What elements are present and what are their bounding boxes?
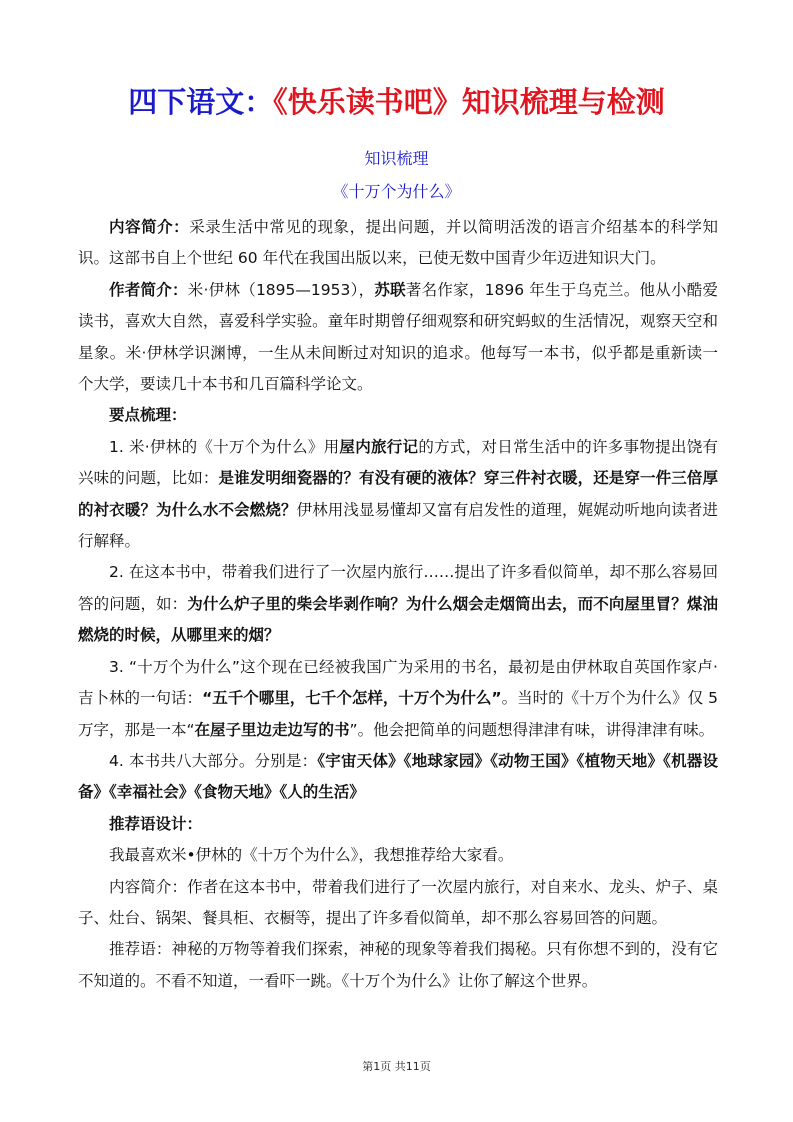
section-heading: 知识梳理	[364, 149, 429, 168]
point-1	[78, 432, 718, 558]
document-body	[78, 212, 718, 997]
point-1-bold-b: 屋内旅行记	[339, 437, 419, 456]
recommend-line-1: 我最喜欢米•伊林的《十万个为什么》，我想推荐给大家看。	[109, 846, 514, 865]
author-text-2: 著名作家，1896 年生于乌克兰。他从小酷爱读书，喜欢大自然，喜爱科学实验。童年时期曾仔细观察和研究蚂蚁的生活情况，观察天空和星象。米·伊林学识渊博，一生从未间断过对知识的追求。他每写一本书，似乎都是重新读一个大学，要读几十本书和几百篇科学论文。	[78, 280, 718, 394]
point-4-text-a: 4. 本书共八大部分。分别是：	[109, 751, 318, 770]
point-3-bold-d: 在屋子里边走边写的书	[194, 720, 350, 739]
recommend-line-2: 内容简介：作者在这本书中，带着我们进行了一次屋内旅行，对自来水、龙头、炉子、桌子、灶台、锅架、餐具柜、衣橱等，提出了许多看似简单，却不那么容易回答的问题。	[78, 877, 718, 927]
point-1-text-e: 伊林用浅显易懂却又富有启发性的道理，娓娓动听地向读者进行解释。	[78, 500, 718, 551]
point-3-text-e: ”。他会把简单的问题想得津津有味，讲得津津有味。	[349, 720, 715, 739]
points-heading	[78, 400, 718, 431]
author-text-1: 米·伊林（1895—1953），	[187, 280, 375, 299]
point-3-bold-b: “五千个哪里，七千个怎样，十万个为什么”	[202, 689, 502, 708]
intro-text: 采录生活中常见的现象，提出问题，并以简明活泼的语言介绍基本的科学知识。这部书自上个世纪 60 年代在我国出版以来，已使无数中国青少年迈进知识大门。	[78, 218, 718, 268]
author-country: 苏联	[374, 280, 406, 299]
recommend-heading	[78, 809, 718, 840]
book-heading: 《十万个为什么》	[332, 182, 461, 201]
points-label: 要点梳理：	[109, 406, 187, 425]
point-1-text-c: 的方式，对日常生活中的许多事物提出饶有兴味的问题，比如：	[78, 437, 718, 488]
title-book: 《快乐读书吧》知识梳理与检测	[273, 85, 665, 119]
point-2	[78, 557, 718, 651]
page-footer: 第1页 共11页	[362, 1060, 431, 1073]
point-2-bold-b: 为什么炉子里的柴会毕剥作响？为什么烟会走烟筒出去，而不向屋里冒？煤油燃烧的时候，从哪里来的烟？	[78, 594, 718, 645]
point-1-text-a: 1. 米·伊林的《十万个为什么》用	[109, 437, 340, 456]
point-3-text-a: 3. “十万个为什么”这个现在已经被我国广为采用的书名，最初是由伊林取自英国作家卢·吉卜林的一句话：	[78, 657, 718, 708]
page-title	[0, 80, 793, 121]
intro-label: 内容简介：	[109, 218, 190, 236]
intro-paragraph	[78, 212, 718, 275]
point-4-bold-b: 《宇宙天体》《地球家园》《动物王国》《植物天地》《机器设备》《幸福社会》《食物天地》《人的生活》	[78, 751, 718, 802]
title-main: 四下语文：	[128, 85, 274, 119]
point-1-bold-d: 是谁发明细瓷器的？有没有硬的液体？穿三件衬衣暖，还是穿一件三倍厚的衬衣暖？为什么水不会燃烧？	[78, 469, 718, 519]
point-4	[78, 746, 718, 809]
point-2-text-a: 2. 在这本书中，带着我们进行了一次屋内旅行……提出了许多看似简单，却不那么容易回答的问题，如：	[78, 563, 718, 613]
recommend-label: 推荐语设计：	[109, 814, 203, 833]
author-paragraph	[78, 275, 718, 401]
recommend-line-3: 推荐语：神秘的万物等着我们探索，神秘的现象等着我们揭秘。只有你想不到的，没有它不知道的。不看不知道，一看吓一跳。《十万个为什么》让你了解这个世界。	[78, 940, 718, 990]
point-3-text-c: 。当时的《十万个为什么》仅 5 万字，那是一本“	[78, 689, 718, 739]
point-3	[78, 652, 718, 746]
author-label: 作者简介：	[109, 280, 188, 299]
